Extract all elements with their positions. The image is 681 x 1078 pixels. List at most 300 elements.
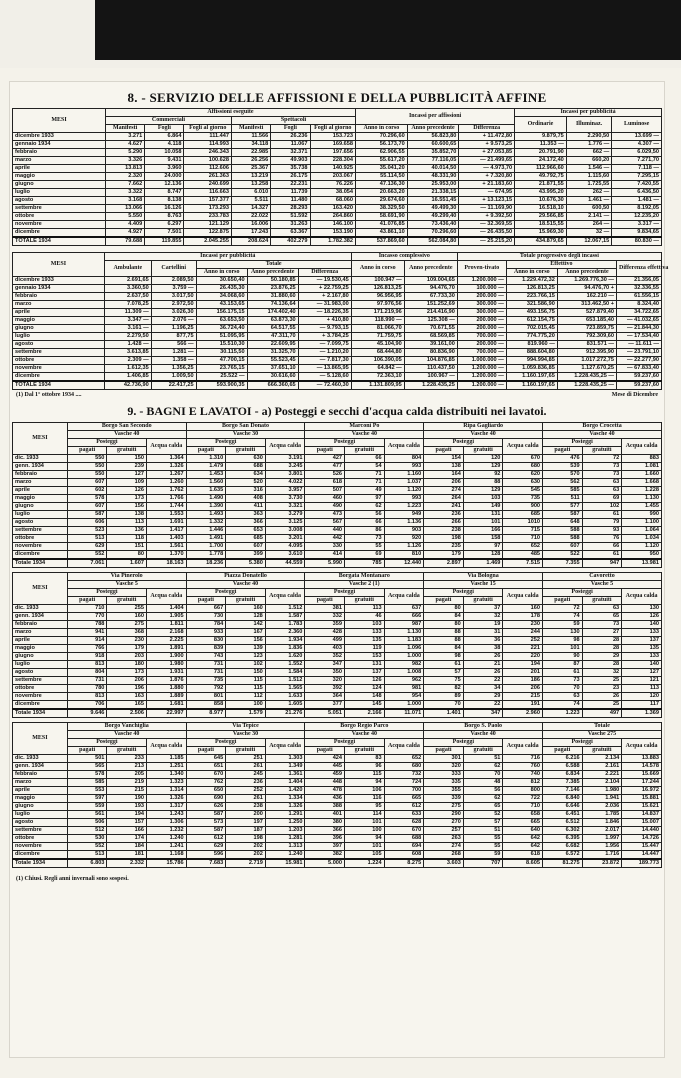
table-cell: 173	[107, 495, 147, 503]
total-cell: 2.960	[503, 709, 543, 718]
header-gratuiti: gratuiti	[345, 447, 385, 455]
table-cell: 4.307 —	[612, 141, 662, 149]
table-cell: 1.934	[265, 637, 305, 645]
table-cell: 813	[67, 661, 107, 669]
table-cell: 670	[384, 827, 424, 835]
table-row	[13, 543, 662, 551]
header-gratuiti: gratuiti	[226, 747, 266, 755]
table-row	[13, 487, 662, 495]
month-label: novembre	[13, 221, 106, 229]
table-cell: 1.241	[147, 843, 187, 851]
month-label: marzo	[13, 157, 106, 165]
month-label: marzo	[13, 301, 105, 309]
table-row	[13, 701, 662, 710]
table-cell: 1.762	[147, 487, 187, 495]
table-cell: 1.700	[186, 543, 226, 551]
table-cell: 1.980	[147, 661, 187, 669]
table-cell: 630	[503, 479, 543, 487]
header-lavatoio: Borgo Crocetta	[543, 423, 662, 431]
table-cell: 513	[67, 851, 107, 860]
pubblicita-table-block	[12, 252, 669, 400]
table-cell: 100.000 —	[457, 285, 506, 293]
table-cell: 130	[542, 629, 582, 637]
month-label: settembre	[13, 527, 68, 535]
table-cell: 169.658	[310, 141, 356, 149]
table-cell: 87	[542, 661, 582, 669]
table-cell: 6.512	[543, 819, 583, 827]
table-cell: 149	[463, 503, 503, 511]
table-cell: 877,75	[151, 333, 196, 341]
total-cell: 7.515	[503, 559, 543, 568]
table-cell: 26.256	[232, 157, 271, 165]
table-cell: — 19.530,45	[298, 277, 351, 285]
table-cell: 539	[543, 463, 583, 471]
table-cell: 110.437,50	[404, 365, 457, 373]
table-cell: 114.993	[184, 141, 232, 149]
table-cell: 900	[503, 503, 543, 511]
table-row	[13, 463, 662, 471]
table-cell: 14.327	[232, 205, 271, 213]
header-pagati: pagati	[186, 447, 226, 455]
header-posteggi: Posteggi	[186, 589, 265, 597]
header-vasche: Vasche 40	[424, 731, 543, 739]
table-cell: 1.905	[147, 613, 187, 621]
table-cell: 119	[345, 645, 385, 653]
month-label: aprile	[13, 787, 68, 795]
table-cell: 88	[424, 637, 464, 645]
table-cell: 31.880,60	[247, 293, 298, 301]
table-cell: 3.008	[265, 527, 305, 535]
table-row	[13, 309, 662, 317]
table-cell: 1.956	[582, 843, 622, 851]
table-cell: 9.834,65	[612, 229, 662, 238]
table-cell: 77.116,05	[407, 157, 459, 165]
table-cell: 35.738	[271, 165, 310, 173]
table-cell: 14.578	[622, 763, 662, 771]
table-cell: 25.367	[232, 165, 271, 173]
table-cell: 8.138	[145, 197, 184, 205]
total-cell: 3.603	[424, 859, 464, 868]
table-cell: 933	[186, 629, 226, 637]
table-cell: 1.332	[186, 519, 226, 527]
table-cell: 1.980	[582, 787, 622, 795]
table-cell: 22	[463, 677, 503, 685]
table-cell: 98	[424, 653, 464, 661]
table-cell: 83	[345, 755, 385, 763]
table-cell: 545	[503, 487, 543, 495]
table-cell: 1.037	[384, 479, 424, 487]
table-cell: 57	[463, 819, 503, 827]
table-cell: 1010	[503, 519, 543, 527]
table-cell: 43.861,10	[356, 229, 408, 238]
table-cell: 193	[107, 803, 147, 811]
table-cell: 15.621	[622, 803, 662, 811]
table-cell: 1.251	[147, 763, 187, 771]
table-cell: 363	[226, 511, 266, 519]
table-cell: 63	[582, 487, 622, 495]
table-cell: 473	[305, 511, 345, 519]
header-lavatoio: Borgo Regio Parco	[305, 723, 424, 731]
table-cell: 3.347 —	[104, 317, 151, 325]
table-cell: 6.834	[543, 771, 583, 779]
table-cell: 812	[503, 779, 543, 787]
header-pagati: pagati	[305, 747, 345, 755]
table-cell: — 23.791,10	[617, 349, 662, 357]
table-cell: 6.010	[232, 189, 271, 197]
table-cell: 73	[582, 463, 622, 471]
table-cell: 587	[67, 511, 107, 519]
table-cell: 62	[345, 503, 385, 511]
table-cell: 566 —	[151, 341, 196, 349]
table-cell: 221	[503, 645, 543, 653]
table-cell: 160	[107, 613, 147, 621]
table-cell: 1.633	[265, 693, 305, 701]
header-pagati: pagati	[67, 597, 107, 605]
table-cell: 34	[463, 685, 503, 693]
table-cell: 3.759 —	[151, 285, 196, 293]
header-mesi: MESI	[13, 723, 68, 755]
total-cell: 5.380	[226, 559, 266, 568]
table-cell: 63.873,30	[247, 317, 298, 325]
table-cell: 23.876,25	[247, 285, 298, 293]
table-cell: 150	[226, 669, 266, 677]
table-cell: 1.127.670,25	[557, 365, 616, 373]
table-cell: 21.338,15	[407, 189, 459, 197]
table-cell: 706	[67, 701, 107, 710]
table-cell: 1.941	[582, 795, 622, 803]
table-cell: 2.637,50	[104, 293, 151, 301]
total-cell: 666.360,65	[247, 381, 298, 390]
table-row	[13, 149, 662, 157]
table-cell: 100	[226, 701, 266, 710]
table-cell: 113	[622, 685, 662, 693]
table-cell: 1.406,85	[104, 373, 151, 382]
table-cell: 990	[622, 511, 662, 519]
table-cell: 653	[226, 527, 266, 535]
table-cell: 73	[345, 535, 385, 543]
table-cell: 735	[186, 677, 226, 685]
table-cell: 1.404	[147, 605, 187, 613]
total-cell: 1.369	[622, 709, 662, 718]
table-cell: 2.141 —	[566, 213, 611, 221]
table-cell: 241	[424, 503, 464, 511]
table-cell: + 11.472,80	[459, 133, 515, 141]
table-cell: 690	[186, 795, 226, 803]
table-cell: 570	[543, 471, 583, 479]
table-cell: 45.104,90	[351, 341, 404, 349]
table-cell: 784	[186, 621, 226, 629]
table-cell: 13.699 —	[612, 133, 662, 141]
table-cell: 1.334	[265, 795, 305, 803]
table-cell: 4.022	[265, 479, 305, 487]
table-cell: 804	[384, 455, 424, 463]
table-cell: 252	[503, 637, 543, 645]
table-cell: 137	[345, 669, 385, 677]
table-cell: 1.115,60	[566, 173, 611, 181]
table-cell: 26.435,30	[196, 285, 247, 293]
table-cell: 612	[384, 803, 424, 811]
table-cell: 102	[582, 503, 622, 511]
table-cell: 1.250	[265, 819, 305, 827]
month-label: dicembre	[13, 701, 68, 710]
table-cell: 57	[424, 669, 464, 677]
table-cell: 680	[503, 463, 543, 471]
table-cell: 140	[622, 621, 662, 629]
table-cell: 523	[67, 527, 107, 535]
table-cell: 1.461 —	[566, 197, 611, 205]
table-cell: 11.480	[271, 197, 310, 205]
table-cell: 13.813	[105, 165, 144, 173]
table-cell: 339	[424, 795, 464, 803]
table-cell: 69	[582, 495, 622, 503]
table-cell: 1.479	[186, 463, 226, 471]
table-cell: 126.813,25	[351, 285, 404, 293]
table-cell: 48	[463, 779, 503, 787]
table-cell: 12.235,20	[612, 213, 662, 221]
table-cell: 118.990 —	[351, 317, 404, 325]
table-cell: 8.192,05	[612, 205, 662, 213]
table-cell: 607	[67, 479, 107, 487]
table-cell: 215	[503, 693, 543, 701]
table-cell: 3.279	[265, 511, 305, 519]
table-cell: 1.100	[622, 519, 662, 527]
table-cell: 993	[384, 463, 424, 471]
table-cell: 442	[305, 535, 345, 543]
table-cell: 3.801	[265, 471, 305, 479]
table-cell: 51	[463, 755, 503, 763]
table-cell: 716	[503, 755, 543, 763]
table-cell: 13.219	[232, 173, 271, 181]
header-vasche: Vasche 5	[542, 581, 661, 589]
lavatoi-table	[12, 722, 662, 868]
table-row	[13, 685, 662, 693]
table-row	[13, 341, 662, 349]
header-commerciali: Commerciali	[105, 117, 231, 125]
table-cell: 562	[543, 479, 583, 487]
table-cell: — 31.983,00	[298, 301, 351, 309]
month-label: luglio	[13, 661, 68, 669]
table-cell: 665	[503, 819, 543, 827]
table-cell: 1.034	[622, 535, 662, 543]
table-row	[13, 317, 662, 325]
table-row	[13, 141, 662, 149]
table-cell: 6.840	[543, 795, 583, 803]
table-cell: 67.733,30	[404, 293, 457, 301]
table-cell: 2.076 —	[151, 317, 196, 325]
header-gratuiti: gratuiti	[107, 747, 147, 755]
header-acqua-calda: Acqua calda	[265, 589, 305, 605]
month-label: maggio	[13, 645, 68, 653]
table-cell: 257	[424, 827, 464, 835]
table-cell: 17.244	[622, 779, 662, 787]
header-cartellini: Cartellini	[151, 261, 196, 277]
lavatoi-tables	[10, 422, 664, 868]
table-cell: 440	[305, 527, 345, 535]
table-cell: 73	[582, 471, 622, 479]
table-cell: 101	[463, 519, 503, 527]
table-cell: 300.000 —	[457, 301, 506, 309]
total-cell: 44.559	[265, 559, 305, 568]
month-label: aprile	[13, 487, 68, 495]
table-cell: 8.747	[145, 189, 184, 197]
table-cell: 1.326	[147, 463, 187, 471]
month-label: settembre	[13, 349, 105, 357]
table-cell: 167	[226, 629, 266, 637]
table-cell: 364	[305, 693, 345, 701]
table-cell: 332	[305, 613, 345, 621]
table-cell: 1.446	[186, 527, 226, 535]
table-cell: 63	[582, 605, 622, 613]
pubblicita-table	[12, 252, 669, 390]
table-cell: 68.569,85	[404, 333, 457, 341]
header-pagati: pagati	[424, 597, 464, 605]
table-cell: 1.744	[147, 503, 187, 511]
table-row	[13, 365, 662, 373]
table-cell: 261.363	[184, 173, 232, 181]
table-cell: 116.663	[184, 189, 232, 197]
table-cell: 106	[345, 787, 385, 795]
table-cell: 914	[67, 637, 107, 645]
month-label: novembre	[13, 365, 105, 373]
table-cell: 648	[543, 519, 583, 527]
table-cell: 145	[345, 701, 385, 710]
table-cell: 198	[424, 535, 464, 543]
header-posteggi: Posteggi	[186, 739, 265, 747]
table-cell: 105	[345, 851, 385, 860]
header-acqua-calda: Acqua calda	[622, 439, 662, 455]
month-label: marzo	[13, 779, 68, 787]
table-cell: 31.325,70	[247, 349, 298, 357]
month-label: novembre	[13, 693, 68, 701]
table-cell: 49	[345, 487, 385, 495]
table-cell: 352	[305, 653, 345, 661]
month-label: aprile	[13, 309, 105, 317]
table-cell: 1.136	[384, 519, 424, 527]
table-cell: 3.201	[265, 535, 305, 543]
table-cell: 585	[67, 779, 107, 787]
header-anno-corso: Anno in corso	[506, 269, 557, 277]
table-cell: 630	[226, 455, 266, 463]
table-cell: 16.972	[622, 787, 662, 795]
month-label: giugno	[13, 653, 68, 661]
header-differenza-effettiva: Differenza effettiva	[617, 261, 662, 277]
table-cell: 48.331,90	[407, 173, 459, 181]
table-cell: 165	[107, 701, 147, 710]
table-cell: 1.130	[384, 629, 424, 637]
header-incassi-affissioni: Incassi per affissioni	[356, 109, 515, 125]
table-cell: 490	[305, 503, 345, 511]
table-cell: 25	[582, 701, 622, 710]
header-acqua-calda: Acqua calda	[147, 589, 187, 605]
table-cell: 1.200.000 —	[457, 277, 506, 285]
table-cell: 135	[622, 645, 662, 653]
table-cell: 1.776 —	[566, 141, 611, 149]
table-cell: + 21.183,60	[459, 181, 515, 189]
total-cell: 1.131.809,95	[351, 381, 404, 390]
table-cell: 55.617,20	[356, 157, 408, 165]
table-cell: 743	[186, 653, 226, 661]
table-cell: 507	[305, 487, 345, 495]
table-cell: 200.000 —	[457, 341, 506, 349]
table-row	[13, 511, 662, 519]
section-title-2: 9. - BAGNI E LAVATOI - a) Posteggi e secchi d'acqua calda distribuiti nei lavatoi.	[127, 404, 547, 418]
table-cell: 666	[384, 613, 424, 621]
header-lavatoio: Borgo Vanchiglia	[67, 723, 186, 731]
total-cell: 18.163	[147, 559, 187, 568]
table-row	[13, 301, 662, 309]
table-cell: 11.309 —	[104, 309, 151, 317]
header-posteggi: Posteggi	[543, 739, 622, 747]
table-row	[13, 763, 662, 771]
table-cell: 731	[186, 669, 226, 677]
table-cell: 350	[305, 669, 345, 677]
table-cell: 1.420	[265, 787, 305, 795]
table-cell: 236	[226, 779, 266, 787]
header-manifesti: Manifesti	[232, 125, 271, 133]
total-cell: 2.045.255	[184, 237, 232, 246]
table-cell: 588	[543, 535, 583, 543]
table-cell: 381	[305, 605, 345, 613]
total-cell: — 72.460,30	[298, 381, 351, 390]
table-cell: 392	[305, 685, 345, 693]
table-cell: 191	[503, 701, 543, 710]
table-cell: 2.972,50	[151, 301, 196, 309]
header-incassi-pubblicita: Incassi per pubblicità	[515, 109, 662, 117]
table-cell: 565	[67, 763, 107, 771]
total-cell: 537.869,60	[356, 237, 408, 246]
header-posteggi: Posteggi	[424, 739, 503, 747]
month-label: genn. 1934	[13, 613, 68, 621]
table-cell: 2.360	[265, 629, 305, 637]
table-cell: 115	[345, 771, 385, 779]
header-gratuiti: gratuiti	[463, 747, 503, 755]
table-cell: — 67.833,40	[617, 365, 662, 373]
table-cell: 173.293	[184, 205, 232, 213]
table-row	[13, 621, 662, 629]
header-pagati: pagati	[542, 597, 582, 605]
table-cell: 15.881	[622, 795, 662, 803]
month-label: novembre	[13, 843, 68, 851]
table-cell: 275	[107, 621, 147, 629]
table-note-left: (1) Dal 1° ottobre 1934 ....	[16, 392, 82, 398]
table-cell: 26	[463, 653, 503, 661]
table-cell: + 7.320,80	[459, 173, 515, 181]
table-cell: 66	[345, 455, 385, 463]
table-cell: 1.326	[265, 803, 305, 811]
table-cell: 780	[67, 685, 107, 693]
table-cell: 203.067	[310, 173, 356, 181]
month-label: dicembre	[13, 373, 105, 382]
table-cell: + 2.167,80	[298, 293, 351, 301]
table-cell: 1.891	[147, 645, 187, 653]
table-cell: 987	[384, 621, 424, 629]
table-cell: 28	[582, 637, 622, 645]
table-cell: 1.267	[147, 471, 187, 479]
table-cell: 68.444,80	[351, 349, 404, 357]
header-vasche: Vasche 15	[424, 581, 543, 589]
table-cell: 153	[345, 653, 385, 661]
table-cell: 2.225	[147, 637, 187, 645]
table-cell: 31.263	[271, 221, 310, 229]
header-lavatoio: Marconi Po	[305, 423, 424, 431]
table-cell: 1.081	[622, 463, 662, 471]
table-cell: 3.168	[105, 197, 144, 205]
total-cell: 15.981	[265, 859, 305, 868]
table-cell: 4.927	[105, 229, 144, 238]
table-row	[13, 779, 662, 787]
table-cell: 264.860	[310, 213, 356, 221]
table-cell: 399	[226, 551, 266, 560]
